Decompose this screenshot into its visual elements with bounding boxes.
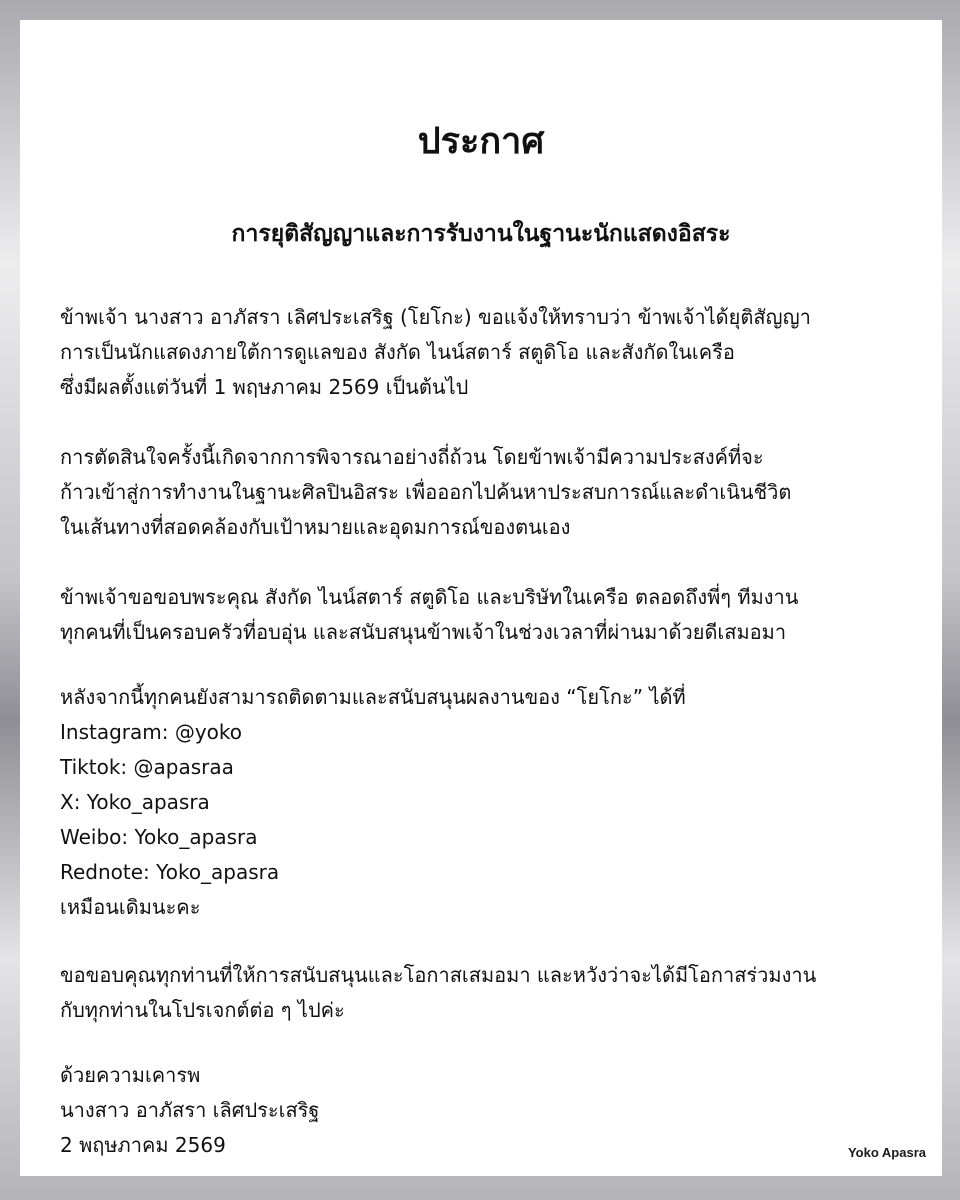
text-line: ข้าพเจ้าขอขอบพระคุณ สังกัด ไนน์สตาร์ สตูดิโอ และบริษัทในเครือ ตลอดถึงพี่ๆ ทีมงาน bbox=[60, 585, 799, 609]
text-line: การเป็นนักแสดงภายใต้การดูแลของ สังกัด ไนน์สตาร์ สตูดิโอ และสังกัดในเครือ bbox=[60, 340, 735, 364]
signature-block bbox=[60, 1058, 920, 1163]
social-x: X: Yoko_apasra bbox=[60, 790, 210, 814]
paragraph-social-channels bbox=[60, 680, 920, 925]
paragraph-contract-termination bbox=[60, 300, 920, 405]
paragraph-closing-thanks bbox=[60, 958, 920, 1028]
text-line: ซึ่งมีผลตั้งแต่วันที่ 1 พฤษภาคม 2569 เป็นต้นไป bbox=[60, 375, 469, 399]
announcement-card bbox=[20, 20, 942, 1176]
social-weibo: Weibo: Yoko_apasra bbox=[60, 825, 258, 849]
text-line: การตัดสินใจครั้งนี้เกิดจากการพิจารณาอย่างถี่ถ้วน โดยข้าพเจ้ามีความประสงค์ที่จะ bbox=[60, 445, 764, 469]
text-line: ข้าพเจ้า นางสาว อาภัสรา เลิศประเสริฐ (โยโกะ) ขอแจ้งให้ทราบว่า ข้าพเจ้าได้ยุติสัญญา bbox=[60, 305, 811, 329]
brand-watermark: Yoko Apasra bbox=[847, 1145, 926, 1160]
page-subtitle: การยุติสัญญาและการรับงานในฐานะนักแสดงอิสระ bbox=[231, 221, 731, 247]
text-line: เหมือนเดิมนะคะ bbox=[60, 895, 201, 919]
text-line: ในเส้นทางที่สอดคล้องกับเป้าหมายและอุดมการณ์ของตนเอง bbox=[60, 515, 571, 539]
paragraph-decision bbox=[60, 440, 920, 545]
page-title: ประกาศ bbox=[417, 121, 545, 162]
signature-name: นางสาว อาภัสรา เลิศประเสริฐ bbox=[60, 1098, 320, 1122]
text-line: หลังจากนี้ทุกคนยังสามารถติดตามและสนับสนุนผลงานของ “โยโกะ” ได้ที่ bbox=[60, 685, 686, 709]
social-tiktok: Tiktok: @apasraa bbox=[60, 755, 234, 779]
text-line: ก้าวเข้าสู่การทำงานในฐานะศิลปินอิสระ เพื่อออกไปค้นหาประสบการณ์และดำเนินชีวิต bbox=[60, 480, 792, 504]
signature-date: 2 พฤษภาคม 2569 bbox=[60, 1133, 226, 1157]
signature-closing: ด้วยความเคารพ bbox=[60, 1063, 201, 1087]
paragraph-thanks-agency bbox=[60, 580, 920, 650]
text-line: กับทุกท่านในโปรเจกต์ต่อ ๆ ไปค่ะ bbox=[60, 998, 345, 1022]
social-rednote: Rednote: Yoko_apasra bbox=[60, 860, 280, 884]
text-line: ขอขอบคุณทุกท่านที่ให้การสนับสนุนและโอกาสเสมอมา และหวังว่าจะได้มีโอกาสร่วมงาน bbox=[60, 963, 817, 987]
social-instagram: Instagram: @yoko bbox=[60, 720, 243, 744]
text-line: ทุกคนที่เป็นครอบครัวที่อบอุ่น และสนับสนุนข้าพเจ้าในช่วงเวลาที่ผ่านมาด้วยดีเสมอมา bbox=[60, 620, 787, 644]
